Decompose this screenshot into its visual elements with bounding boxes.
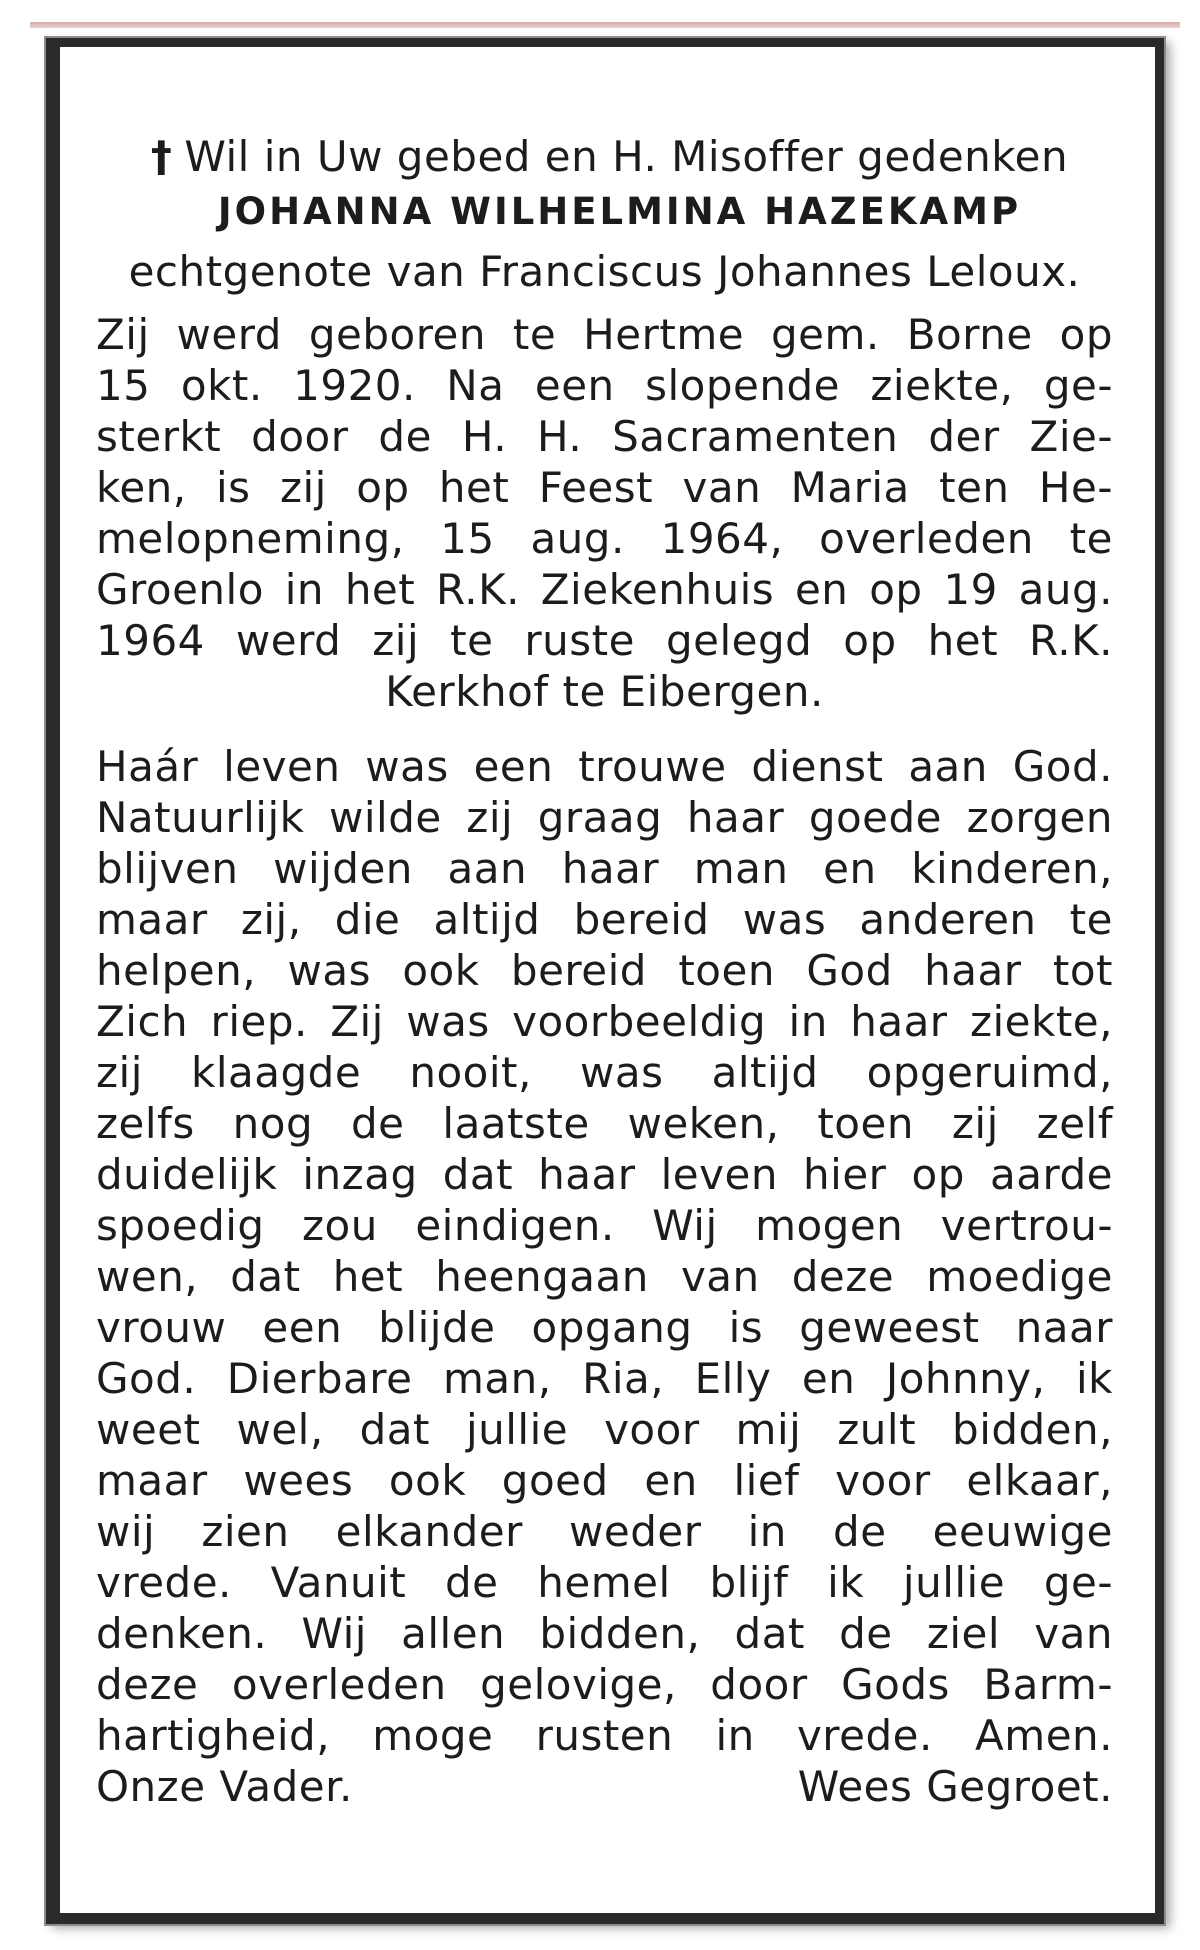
bio-line: Kerkhof te Eibergen. — [385, 667, 824, 716]
prayer-our-father: Onze Vader. — [96, 1762, 353, 1811]
text-line: denken. Wij allen bidden, dat de ziel van — [96, 1609, 1113, 1658]
spouse-line: echtgenote van Franciscus Johannes Leloux. — [128, 247, 1081, 296]
text-line: wij zien elkander weder in de eeuwige — [96, 1507, 1113, 1556]
text-line: vrede. Vanuit de hemel blijf ik jullie ge- — [96, 1558, 1113, 1607]
bio-line: Groenlo in het R.K. Ziekenhuis en op 19 aug. — [96, 565, 1113, 614]
text-line: God. Dierbare man, Ria, Elly en Johnny, ik — [96, 1354, 1113, 1403]
bio-line: 15 okt. 1920. Na een slopende ziekte, ge- — [96, 361, 1113, 410]
bio-line: melopneming, 15 aug. 1964, overleden te — [96, 514, 1113, 563]
bio-line: ken, is zij op het Feest van Maria ten He- — [96, 463, 1113, 512]
prayer-line — [96, 1761, 1113, 1812]
text-line: weet wel, dat jullie voor mij zult bidden, — [96, 1405, 1113, 1454]
memorial-text — [96, 741, 1113, 1812]
text-line: vrouw een blijde opgang is geweest naar — [96, 1303, 1113, 1352]
text-line: Haár leven was een trouwe dienst aan God. — [96, 742, 1113, 791]
text-line: deze overleden gelovige, door Gods Barm- — [96, 1660, 1113, 1709]
biography — [96, 309, 1113, 717]
cross-icon: † — [150, 132, 173, 181]
text-line: wen, dat het heengaan van deze moedige — [96, 1252, 1113, 1301]
text-line: Natuurlijk wilde zij graag haar goede zorgen — [96, 793, 1113, 842]
bio-line: sterkt door de H. H. Sacramenten der Zie- — [96, 412, 1113, 461]
card-content — [96, 131, 1113, 1812]
text-line: duidelijk inzag dat haar leven hier op aarde — [96, 1150, 1113, 1199]
spacer — [96, 717, 1113, 741]
header-text: Wil in Uw gebed en H. Misoffer gedenken — [184, 132, 1069, 181]
text-line: hartigheid, moge rusten in vrede. Amen. — [96, 1711, 1113, 1760]
scan-edge — [30, 22, 1180, 28]
text-line: helpen, was ook bereid toen God haar tot — [96, 946, 1113, 995]
text-line: zelfs nog de laatste weken, toen zij zelf — [96, 1099, 1113, 1148]
text-line: zij klaagde nooit, was altijd opgeruimd, — [96, 1048, 1113, 1097]
text-line: spoedig zou eindigen. Wij mogen vertrou- — [96, 1201, 1113, 1250]
bio-line: Zij werd geboren te Hertme gem. Borne op — [96, 310, 1113, 359]
prayer-hail-mary: Wees Gegroet. — [797, 1762, 1113, 1811]
text-line: Zich riep. Zij was voorbeeldig in haar ziekte, — [96, 997, 1113, 1046]
text-line: maar zij, die altijd bereid was anderen te — [96, 895, 1113, 944]
bio-line: 1964 werd zij te ruste gelegd op het R.K. — [96, 616, 1113, 665]
text-line: blijven wijden aan haar man en kinderen, — [96, 844, 1113, 893]
header-line — [96, 131, 1113, 182]
text-line: maar wees ook goed en lief voor elkaar, — [96, 1456, 1113, 1505]
memorial-card — [46, 38, 1164, 1924]
deceased-name: JOHANNA WILHELMINA HAZEKAMP — [217, 190, 1022, 233]
spacer — [96, 297, 1113, 309]
